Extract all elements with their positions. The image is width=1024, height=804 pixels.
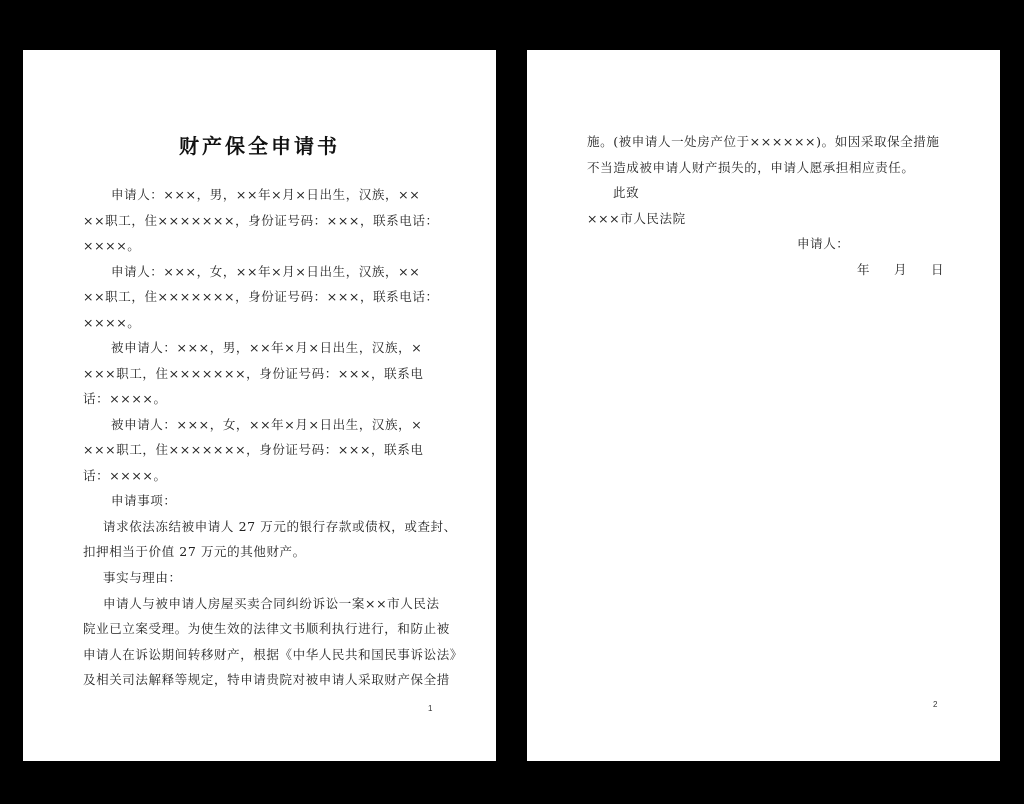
text-line: 申请人与被申请人房屋买卖合同纠纷诉讼一案××市人民法 (103, 595, 440, 611)
document-title: 财产保全申请书 (179, 134, 340, 158)
facts-section (83, 565, 463, 693)
matters-section (83, 488, 457, 565)
page-number: 1 (428, 704, 433, 713)
section-heading: 申请事项： (111, 493, 177, 508)
text-line: 院业已立案受理。为使生效的法律文书顺利执行进行，和防止被 (83, 621, 450, 636)
text-line: ××××。 (83, 314, 141, 330)
signature-label: 申请人： (797, 236, 850, 251)
text-line: 话：××××。 (83, 391, 167, 406)
page-number: 2 (933, 700, 938, 709)
text-line: 扣押相当于价值 27 万元的其他财产。 (83, 544, 306, 559)
applicant-2-paragraph (83, 259, 437, 336)
text-line: 话：××××。 (83, 467, 167, 483)
text-line: 申请人在诉讼期间转移财产，根据《中华人民共和国民事诉讼法》 (83, 646, 463, 662)
text-line: ××职工，住×××××××，身份证号码：×××，联系电话： (83, 289, 439, 304)
text-line: 申请人：×××，女，××年×月×日出生，汉族，×× (111, 263, 421, 279)
text-line: ××职工，住×××××××，身份证号码：×××，联系电话： (83, 212, 439, 228)
text-line: ××××。 (83, 238, 141, 253)
text-line: 申请人：×××，男，××年×月×日出生，汉族，×× (111, 187, 421, 202)
document-page-1 (23, 50, 496, 761)
document-page-2 (527, 50, 1000, 761)
text-line: 请求依法冻结被申请人 27 万元的银行存款或债权，或查封、 (103, 518, 457, 534)
text-line: 被申请人：×××，男，××年×月×日出生，汉族，× (111, 340, 423, 355)
page-2-body (587, 129, 950, 282)
section-heading: 事实与理由： (103, 570, 182, 585)
respondent-1-paragraph (83, 335, 437, 412)
applicant-1-paragraph (83, 182, 437, 259)
text-line: 不当造成被申请人财产损失的，申请人愿承担相应责任。 (587, 159, 915, 175)
text-line: 施。(被申请人一处房产位于××××××)。如因采取保全措施 (587, 134, 940, 149)
date-label: 年 月 日 (857, 261, 950, 277)
court-name: ×××市人民法院 (587, 210, 686, 226)
text-line: ×××职工，住×××××××，身份证号码：×××，联系电 (83, 442, 424, 457)
text-line: 及相关司法解释等规定，特申请贵院对被申请人采取财产保全措 (83, 672, 450, 687)
respondent-2-paragraph (83, 412, 437, 489)
salutation: 此致 (613, 185, 640, 200)
text-line: 被申请人：×××，女，××年×月×日出生，汉族，× (111, 416, 423, 432)
text-line: ×××职工，住×××××××，身份证号码：×××，联系电 (83, 365, 424, 381)
